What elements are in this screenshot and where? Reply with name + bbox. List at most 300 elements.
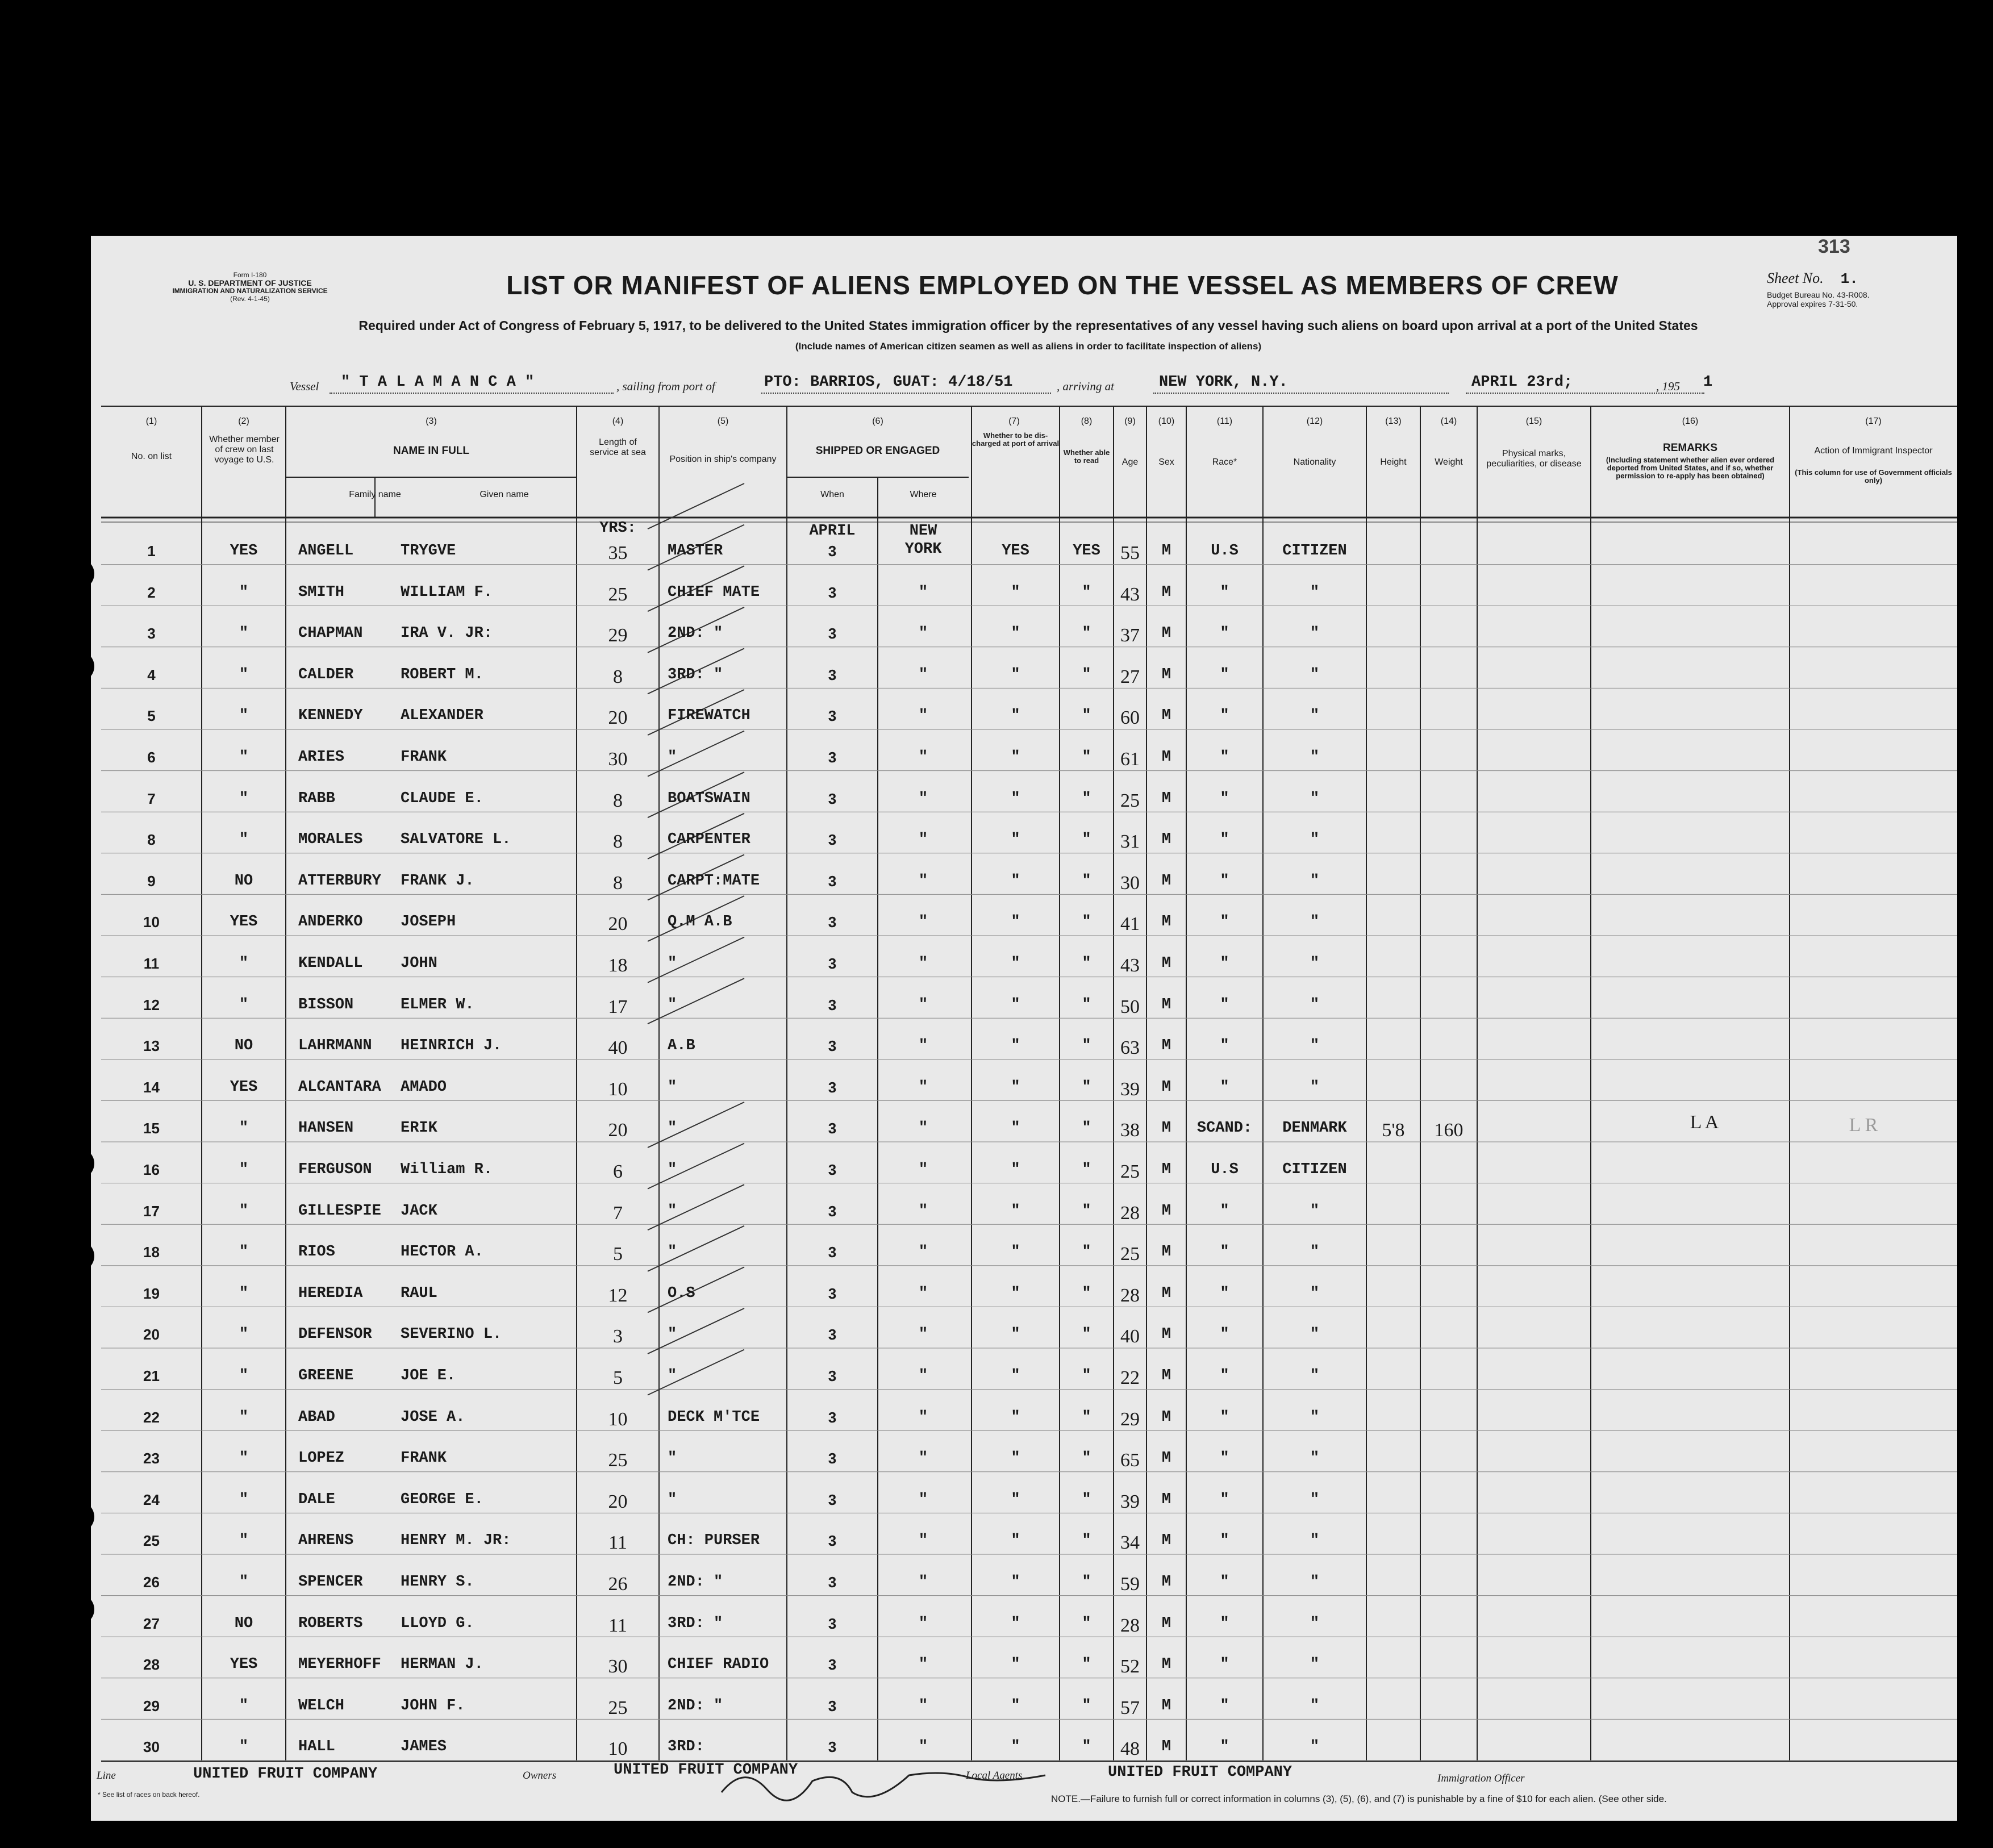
age: 25 [1120, 1244, 1140, 1265]
able-to-read: " [1082, 913, 1091, 931]
shipped-when: 3 [828, 1615, 837, 1632]
shipped-when: 3 [828, 996, 837, 1013]
family-name: SPENCER [298, 1574, 363, 1591]
length-of-service: 10 [608, 1078, 628, 1100]
crew-last-voyage: NO [234, 872, 253, 890]
nationality: " [1310, 1574, 1320, 1591]
officer-label: Immigration Officer [1437, 1772, 1525, 1784]
nationality: " [1310, 913, 1320, 931]
nationality: " [1310, 831, 1320, 849]
given-name: GEORGE E. [401, 1491, 483, 1508]
to-be-discharged: " [1011, 1037, 1020, 1055]
arriving-label: , arriving at [1057, 379, 1114, 393]
sex: M [1161, 707, 1171, 725]
to-be-discharged: " [1011, 1078, 1020, 1096]
length-of-service: 7 [613, 1202, 623, 1224]
position: 2ND: " [668, 1697, 723, 1714]
age: 63 [1120, 1037, 1140, 1059]
row-number: 21 [143, 1367, 160, 1384]
row-number: 30 [143, 1738, 160, 1756]
sex: M [1161, 1615, 1171, 1632]
race: " [1220, 1491, 1229, 1508]
age: 52 [1120, 1656, 1140, 1678]
sex: M [1161, 955, 1171, 972]
header-no-on-list: No. on list [131, 452, 172, 461]
header-name-in-full: NAME IN FULL [393, 445, 470, 457]
nationality: " [1310, 1244, 1320, 1261]
header-remarks: REMARKS [1662, 442, 1718, 454]
nationality: " [1310, 1037, 1320, 1055]
race: " [1220, 1532, 1229, 1550]
race: " [1220, 1738, 1229, 1756]
to-be-discharged: " [1011, 1244, 1020, 1261]
age: 25 [1120, 1161, 1140, 1182]
age: 40 [1120, 1326, 1140, 1348]
length-of-service: 5 [613, 1244, 623, 1265]
able-to-read: " [1082, 831, 1091, 849]
shipped-where: " [918, 1532, 928, 1550]
position: 3RD: " [668, 1615, 723, 1632]
to-be-discharged: " [1011, 790, 1020, 807]
crew-last-voyage: " [239, 1697, 249, 1714]
shipped-where: " [918, 1284, 928, 1302]
age: 60 [1120, 707, 1140, 729]
position: " [668, 1120, 677, 1137]
to-be-discharged: " [1011, 1120, 1020, 1137]
race: " [1220, 583, 1229, 601]
position: FIREWATCH [668, 707, 750, 725]
to-be-discharged: " [1011, 707, 1020, 725]
row-number: 27 [143, 1615, 160, 1632]
to-be-discharged: " [1011, 1615, 1020, 1632]
crew-last-voyage: " [239, 1120, 249, 1137]
nationality: " [1310, 1078, 1320, 1096]
shipped-where-bottom: YORK [904, 541, 942, 558]
crew-last-voyage: " [239, 790, 249, 807]
able-to-read: YES [1073, 543, 1100, 560]
race: " [1220, 666, 1229, 683]
to-be-discharged: " [1011, 955, 1020, 972]
nationality: " [1310, 666, 1320, 683]
crew-last-voyage: " [239, 831, 249, 849]
to-be-discharged: " [1011, 913, 1020, 931]
header-race: Race* [1212, 457, 1237, 467]
service-unit-yrs: YRS: [599, 520, 636, 537]
sex: M [1161, 666, 1171, 683]
shipped-where: " [918, 1656, 928, 1674]
punch-hole [64, 651, 94, 682]
given-name: FRANK J. [401, 872, 474, 890]
to-be-discharged: " [1011, 1450, 1020, 1467]
nationality: " [1310, 955, 1320, 972]
vessel-name: " T A L A M A N C A " [341, 374, 535, 391]
family-name: ATTERBURY [298, 872, 381, 890]
sex: M [1161, 1656, 1171, 1674]
crew-last-voyage: YES [230, 543, 258, 560]
given-name: ELMER W. [401, 996, 474, 1013]
remark-initials: L A [1690, 1112, 1719, 1133]
shipped-when: 3 [828, 583, 837, 601]
race: U.S [1211, 1161, 1239, 1178]
family-name: FERGUSON [298, 1161, 372, 1178]
shipped-when: 3 [828, 1738, 837, 1756]
age: 48 [1120, 1738, 1140, 1760]
crew-last-voyage: " [239, 1450, 249, 1467]
age: 43 [1120, 583, 1140, 605]
age: 39 [1120, 1078, 1140, 1100]
length-of-service: 25 [608, 583, 628, 605]
row-number: 9 [147, 872, 156, 890]
age: 37 [1120, 625, 1140, 646]
sex: M [1161, 1367, 1171, 1384]
shipped-where: " [918, 1326, 928, 1344]
able-to-read: " [1082, 996, 1091, 1013]
family-name: HANSEN [298, 1120, 354, 1137]
row-number: 14 [143, 1078, 160, 1096]
row-number: 13 [143, 1037, 160, 1055]
row-number: 11 [143, 955, 160, 972]
crew-last-voyage: " [239, 1408, 249, 1426]
required-statement: Required under Act of Congress of February 5, 1917, to be delivered to the United States immigration officer by the representatives of any vessel having such aliens on board upon arrival at a port of the United States [358, 318, 1698, 333]
race: " [1220, 872, 1229, 890]
sex: M [1161, 1574, 1171, 1591]
length-of-service: 8 [613, 831, 623, 853]
height: 5'8 [1382, 1120, 1405, 1141]
race: " [1220, 1615, 1229, 1632]
owners-label: Owners [523, 1770, 557, 1782]
able-to-read: " [1082, 1202, 1091, 1220]
able-to-read: " [1082, 1450, 1091, 1467]
race: " [1220, 625, 1229, 643]
able-to-read: " [1082, 1532, 1091, 1550]
nationality: " [1310, 1656, 1320, 1674]
crew-last-voyage: " [239, 625, 249, 643]
sex: M [1161, 1738, 1171, 1756]
family-name: MORALES [298, 831, 363, 849]
length-of-service: 5 [613, 1367, 623, 1388]
to-be-discharged: " [1011, 1491, 1020, 1508]
family-name: BISSON [298, 996, 354, 1013]
shipped-when: 3 [828, 1656, 837, 1674]
able-to-read: " [1082, 1120, 1091, 1137]
family-name: GREENE [298, 1367, 354, 1384]
shipped-where: " [918, 831, 928, 849]
shipped-where: " [918, 583, 928, 601]
given-name: JOE E. [401, 1367, 456, 1384]
to-be-discharged: " [1011, 996, 1020, 1013]
age: 28 [1120, 1202, 1140, 1224]
given-name: HECTOR A. [401, 1244, 483, 1261]
nationality: " [1310, 1202, 1320, 1220]
column-number: (13) [1385, 416, 1402, 426]
position: 2ND: " [668, 625, 723, 643]
header-when: When [820, 490, 844, 499]
nationality: " [1310, 1326, 1320, 1344]
age: 25 [1120, 790, 1140, 811]
given-name: HERMAN J. [401, 1656, 483, 1674]
header-length-of-service: Length of service at sea [590, 437, 646, 457]
budget-line: Budget Bureau No. 43-R008. [1767, 290, 1870, 299]
sex: M [1161, 1491, 1171, 1508]
shipped-where: " [918, 1408, 928, 1426]
position: " [668, 1450, 677, 1467]
manifest-sheet [91, 236, 1957, 1821]
sex: M [1161, 1244, 1171, 1261]
able-to-read: " [1082, 1078, 1091, 1096]
nationality: " [1310, 996, 1320, 1013]
position: DECK M'TCE [668, 1408, 760, 1426]
row-number: 18 [143, 1244, 160, 1261]
position: " [668, 1244, 677, 1261]
race: " [1220, 1367, 1229, 1384]
sex: M [1161, 1697, 1171, 1714]
able-to-read: " [1082, 625, 1091, 643]
shipped-when: 3 [828, 1532, 837, 1550]
crew-last-voyage: " [239, 1244, 249, 1261]
given-name: JOSE A. [401, 1408, 465, 1426]
given-name: IRA V. JR: [401, 625, 493, 643]
able-to-read: " [1082, 1738, 1091, 1756]
given-name: HEINRICH J. [401, 1037, 502, 1055]
given-name: LLOYD G. [401, 1615, 474, 1632]
family-name: ANGELL [298, 543, 354, 560]
to-be-discharged: " [1011, 1532, 1020, 1550]
family-name: AHRENS [298, 1532, 354, 1550]
race: " [1220, 1408, 1229, 1426]
shipped-where: " [918, 1697, 928, 1714]
age: 55 [1120, 543, 1140, 564]
row-number: 28 [143, 1656, 160, 1674]
sheet-label: Sheet No. [1767, 270, 1824, 286]
column-number: (5) [717, 416, 729, 426]
penalty-note: NOTE.—Failure to furnish full or correct information in columns (3), (5), (6), and (7) is punishable by a fine of $10 for each alien. (See other side. [1051, 1793, 1667, 1804]
position: 3RD: " [668, 666, 723, 683]
row-number: 29 [143, 1697, 160, 1714]
shipped-when: 3 [828, 1244, 837, 1261]
race: " [1220, 1078, 1229, 1096]
crew-last-voyage: YES [230, 1078, 258, 1096]
crew-last-voyage: " [239, 1532, 249, 1550]
to-be-discharged: " [1011, 872, 1020, 890]
length-of-service: 11 [608, 1532, 627, 1554]
nationality: " [1310, 1697, 1320, 1714]
family-name: LOPEZ [298, 1450, 345, 1467]
header-action-inspector: Action of Immigrant Inspector [1814, 446, 1933, 456]
shipped-where: " [918, 1738, 928, 1756]
race: " [1220, 1697, 1229, 1714]
shipped-when: 3 [828, 1367, 837, 1384]
age: 39 [1120, 1491, 1140, 1512]
line-label: Line [97, 1770, 116, 1782]
row-number: 15 [143, 1120, 160, 1137]
header-physical-marks: Physical marks, peculiarities, or disease [1486, 449, 1582, 469]
header-able-to-read: Whether able to read [1063, 448, 1110, 465]
given-name: SALVATORE L. [401, 831, 511, 849]
able-to-read: " [1082, 1491, 1091, 1508]
crew-last-voyage: " [239, 1367, 249, 1384]
able-to-read: " [1082, 790, 1091, 807]
given-name: ALEXANDER [401, 707, 483, 725]
position: " [668, 1326, 677, 1344]
length-of-service: 11 [608, 1615, 627, 1636]
sheet-value: 1. [1840, 270, 1858, 287]
sex: M [1161, 749, 1171, 766]
shipped-when: 3 [828, 1078, 837, 1096]
position: CARPT:MATE [668, 872, 760, 890]
to-be-discharged: " [1011, 749, 1020, 766]
position: CH: PURSER [668, 1532, 760, 1550]
page-title: LIST OR MANIFEST OF ALIENS EMPLOYED ON THE VESSEL AS MEMBERS OF CREW [506, 270, 1619, 300]
shipped-where: " [918, 707, 928, 725]
race: " [1220, 1244, 1229, 1261]
sex: M [1161, 1120, 1171, 1137]
row-number: 7 [147, 790, 156, 807]
row-number: 12 [143, 996, 160, 1013]
shipped-month: APRIL [809, 523, 856, 540]
position: " [668, 1491, 677, 1508]
crew-last-voyage: NO [234, 1615, 253, 1632]
position: " [668, 1202, 677, 1220]
column-number: (10) [1158, 416, 1175, 426]
age: 41 [1120, 913, 1140, 935]
shipped-when: 3 [828, 1037, 837, 1055]
given-name: WILLIAM F. [401, 583, 493, 601]
race: " [1220, 913, 1229, 931]
position: " [668, 1161, 677, 1178]
nationality: " [1310, 1450, 1320, 1467]
column-number: (15) [1525, 416, 1542, 426]
header-discharged: Whether to be dis-charged at port of arrival [972, 431, 1060, 448]
shipped-where: " [918, 790, 928, 807]
row-number: 1 [147, 543, 156, 560]
nationality: " [1310, 1367, 1320, 1384]
length-of-service: 8 [613, 790, 623, 811]
age: 28 [1120, 1284, 1140, 1306]
to-be-discharged: " [1011, 1574, 1020, 1591]
nationality: " [1310, 790, 1320, 807]
shipped-when: 3 [828, 1574, 837, 1591]
column-number: (3) [426, 416, 437, 426]
family-name: DALE [298, 1491, 335, 1508]
punch-hole [64, 1594, 94, 1625]
position: " [668, 1078, 677, 1096]
to-be-discharged: " [1011, 831, 1020, 849]
shipped-where: " [918, 1120, 928, 1137]
agents-label: Local Agents [966, 1770, 1023, 1782]
service: IMMIGRATION AND NATURALIZATION SERVICE [172, 287, 328, 295]
column-number: (2) [238, 416, 249, 426]
column-number: (8) [1081, 416, 1093, 426]
row-number: 20 [143, 1326, 160, 1344]
shipped-when: 3 [828, 543, 837, 560]
column-number: (7) [1008, 416, 1020, 426]
position: " [668, 749, 677, 766]
crew-last-voyage: " [239, 707, 249, 725]
shipped-where: " [918, 666, 928, 683]
able-to-read: " [1082, 1037, 1091, 1055]
to-be-discharged: " [1011, 1284, 1020, 1302]
column-number: (12) [1306, 416, 1323, 426]
age: 57 [1120, 1697, 1140, 1718]
column-number: (6) [872, 416, 883, 426]
shipped-when: 3 [828, 1120, 837, 1137]
row-number: 5 [147, 707, 156, 725]
crew-last-voyage: " [239, 1326, 249, 1344]
shipped-when: 3 [828, 872, 837, 890]
able-to-read: " [1082, 1161, 1091, 1178]
shipped-when: 3 [828, 749, 837, 766]
inspector-initials: L R [1849, 1115, 1878, 1136]
age: 65 [1120, 1450, 1140, 1471]
year-suffix: 1 [1703, 374, 1713, 391]
family-name: HALL [298, 1738, 335, 1756]
shipped-where: " [918, 996, 928, 1013]
sex: M [1161, 1078, 1171, 1096]
column-number: (1) [145, 416, 157, 426]
length-of-service: 10 [608, 1408, 628, 1430]
include-statement: (Include names of American citizen seamen as well as aliens in order to facilitate inspection of aliens) [795, 341, 1262, 352]
able-to-read: " [1082, 749, 1091, 766]
crew-last-voyage: " [239, 996, 249, 1013]
shipped-where: " [918, 625, 928, 643]
header-weight: Weight [1435, 457, 1463, 467]
position: " [668, 1367, 677, 1384]
column-number: (16) [1682, 416, 1699, 426]
row-number: 25 [143, 1532, 160, 1550]
column-number: (14) [1440, 416, 1457, 426]
able-to-read: " [1082, 1284, 1091, 1302]
race: " [1220, 1326, 1229, 1344]
sailing-label: , sailing from port of [616, 379, 715, 393]
family-name: CALDER [298, 666, 354, 683]
crew-last-voyage: " [239, 1574, 249, 1591]
able-to-read: " [1082, 955, 1091, 972]
length-of-service: 35 [608, 543, 628, 564]
form-revision: (Rev. 4-1-45) [230, 295, 270, 303]
nationality: " [1310, 872, 1320, 890]
nationality: " [1310, 1615, 1320, 1632]
position: A.B [668, 1037, 695, 1055]
position: " [668, 955, 677, 972]
column-number: (17) [1865, 416, 1882, 426]
sex: M [1161, 1408, 1171, 1426]
to-be-discharged: " [1011, 666, 1020, 683]
to-be-discharged: " [1011, 1738, 1020, 1756]
row-number: 6 [147, 749, 156, 766]
shipped-where: " [918, 872, 928, 890]
family-name: RABB [298, 790, 335, 807]
able-to-read: " [1082, 1408, 1091, 1426]
given-name: JAMES [401, 1738, 447, 1756]
shipped-when: 3 [828, 831, 837, 849]
row-number: 16 [143, 1161, 160, 1178]
row-number: 8 [147, 831, 156, 849]
shipped-when: 3 [828, 790, 837, 807]
sex: M [1161, 1326, 1171, 1344]
family-name: ROBERTS [298, 1615, 363, 1632]
length-of-service: 26 [608, 1574, 628, 1595]
position: " [668, 996, 677, 1013]
length-of-service: 20 [608, 913, 628, 935]
family-name: RIOS [298, 1244, 335, 1261]
race: " [1220, 749, 1229, 766]
race: " [1220, 1202, 1229, 1220]
shipped-when: 3 [828, 1408, 837, 1426]
to-be-discharged: " [1011, 583, 1020, 601]
length-of-service: 17 [608, 996, 628, 1017]
given-name: FRANK [401, 749, 447, 766]
nationality: " [1310, 1738, 1320, 1756]
